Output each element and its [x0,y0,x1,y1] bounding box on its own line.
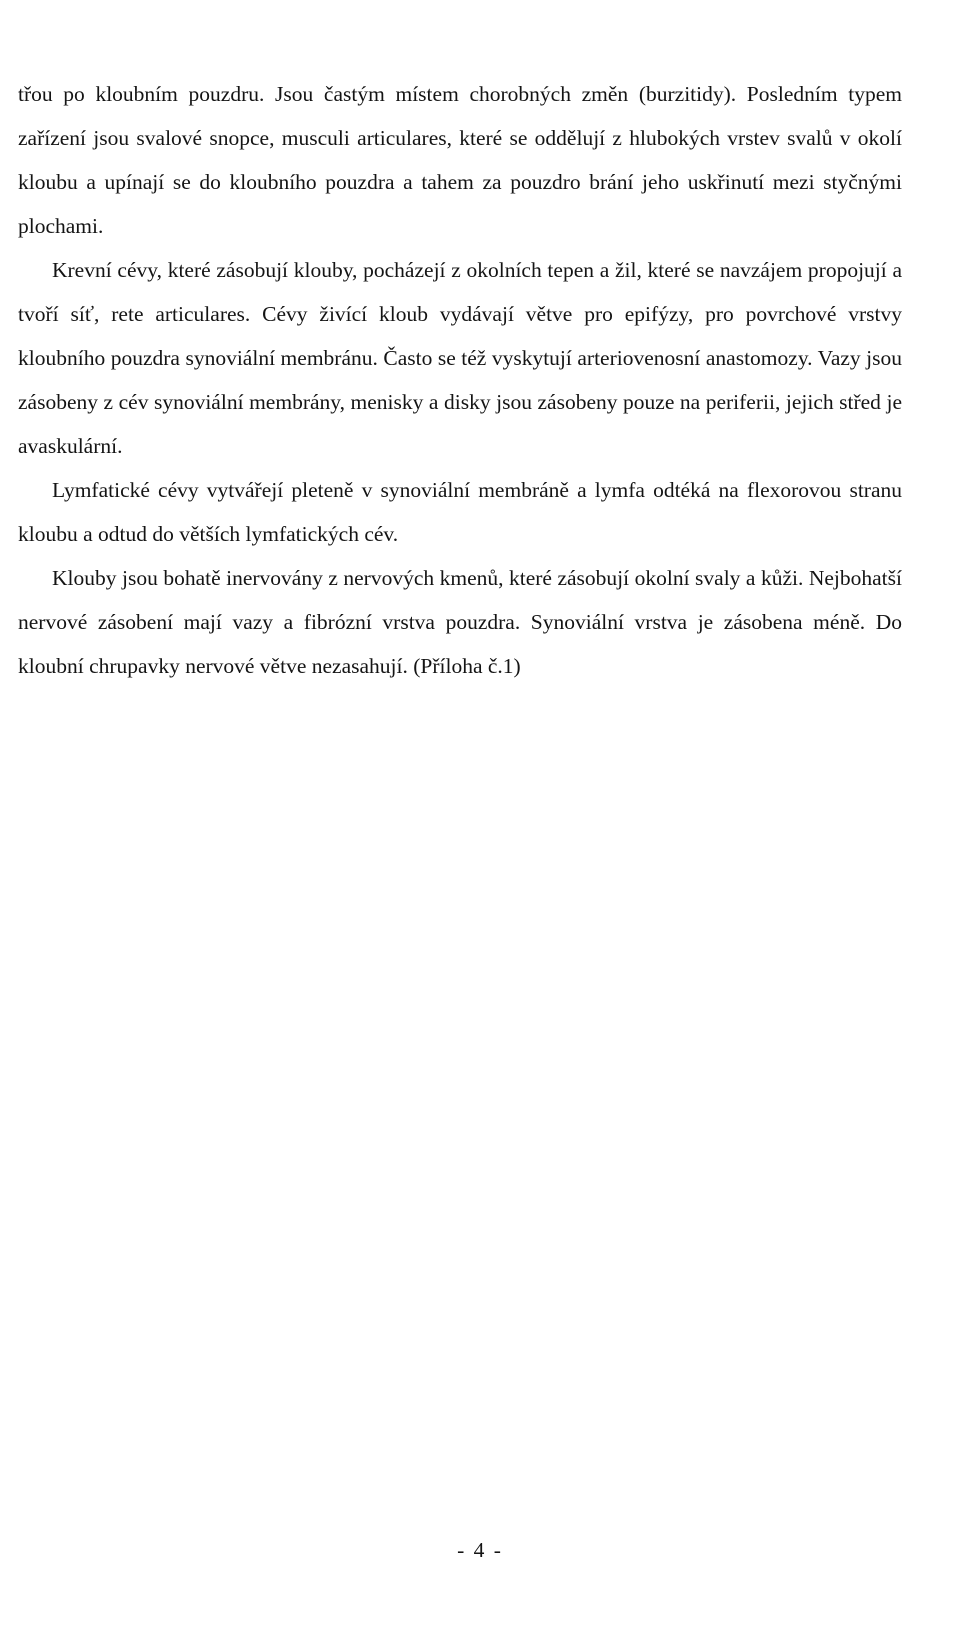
body-text [18,72,902,688]
paragraph-innervation: Klouby jsou bohatě inervovány z nervových kmenů, které zásobují okolní svaly a kůži. Nejbohatší nervové zásobení mají vazy a fibrózní vrstva pouzdra. Synoviální vrstva je zásobena méně. Do kloubní chrupavky nervové větve nezasahují. (Příloha č.1) [18,566,902,678]
paragraph-blood-vessels: Krevní cévy, které zásobují klouby, pocházejí z okolních tepen a žil, které se navzájem propojují a tvoří síť, rete articulares. Cévy živící kloub vydávají větve pro epifýzy, pro povrchové vrstvy kloubního pouzdra synoviální membránu. Často se též vyskytují arteriovenosní anastomozy. Vazy jsou zásobeny z cév synoviální membrány, menisky a disky jsou zásobeny pouze na periferii, jejich střed je avaskulární. [18,258,902,458]
page-number: - 4 - [457,1538,503,1562]
paragraph-lymphatic-vessels: Lymfatické cévy vytvářejí pleteně v synoviální membráně a lymfa odtéká na flexorovou stranu kloubu a odtud do větších lymfatických cév. [18,478,902,546]
paragraph-continuation: třou po kloubním pouzdru. Jsou častým místem chorobných změn (burzitidy). Posledním typem zařízení jsou svalové snopce, musculi articulares, které se oddělují z hlubokých vrstev svalů v okolí kloubu a upínají se do kloubního pouzdra a tahem za pouzdro brání jeho uskřinutí mezi styčnými plochami. [18,82,902,238]
